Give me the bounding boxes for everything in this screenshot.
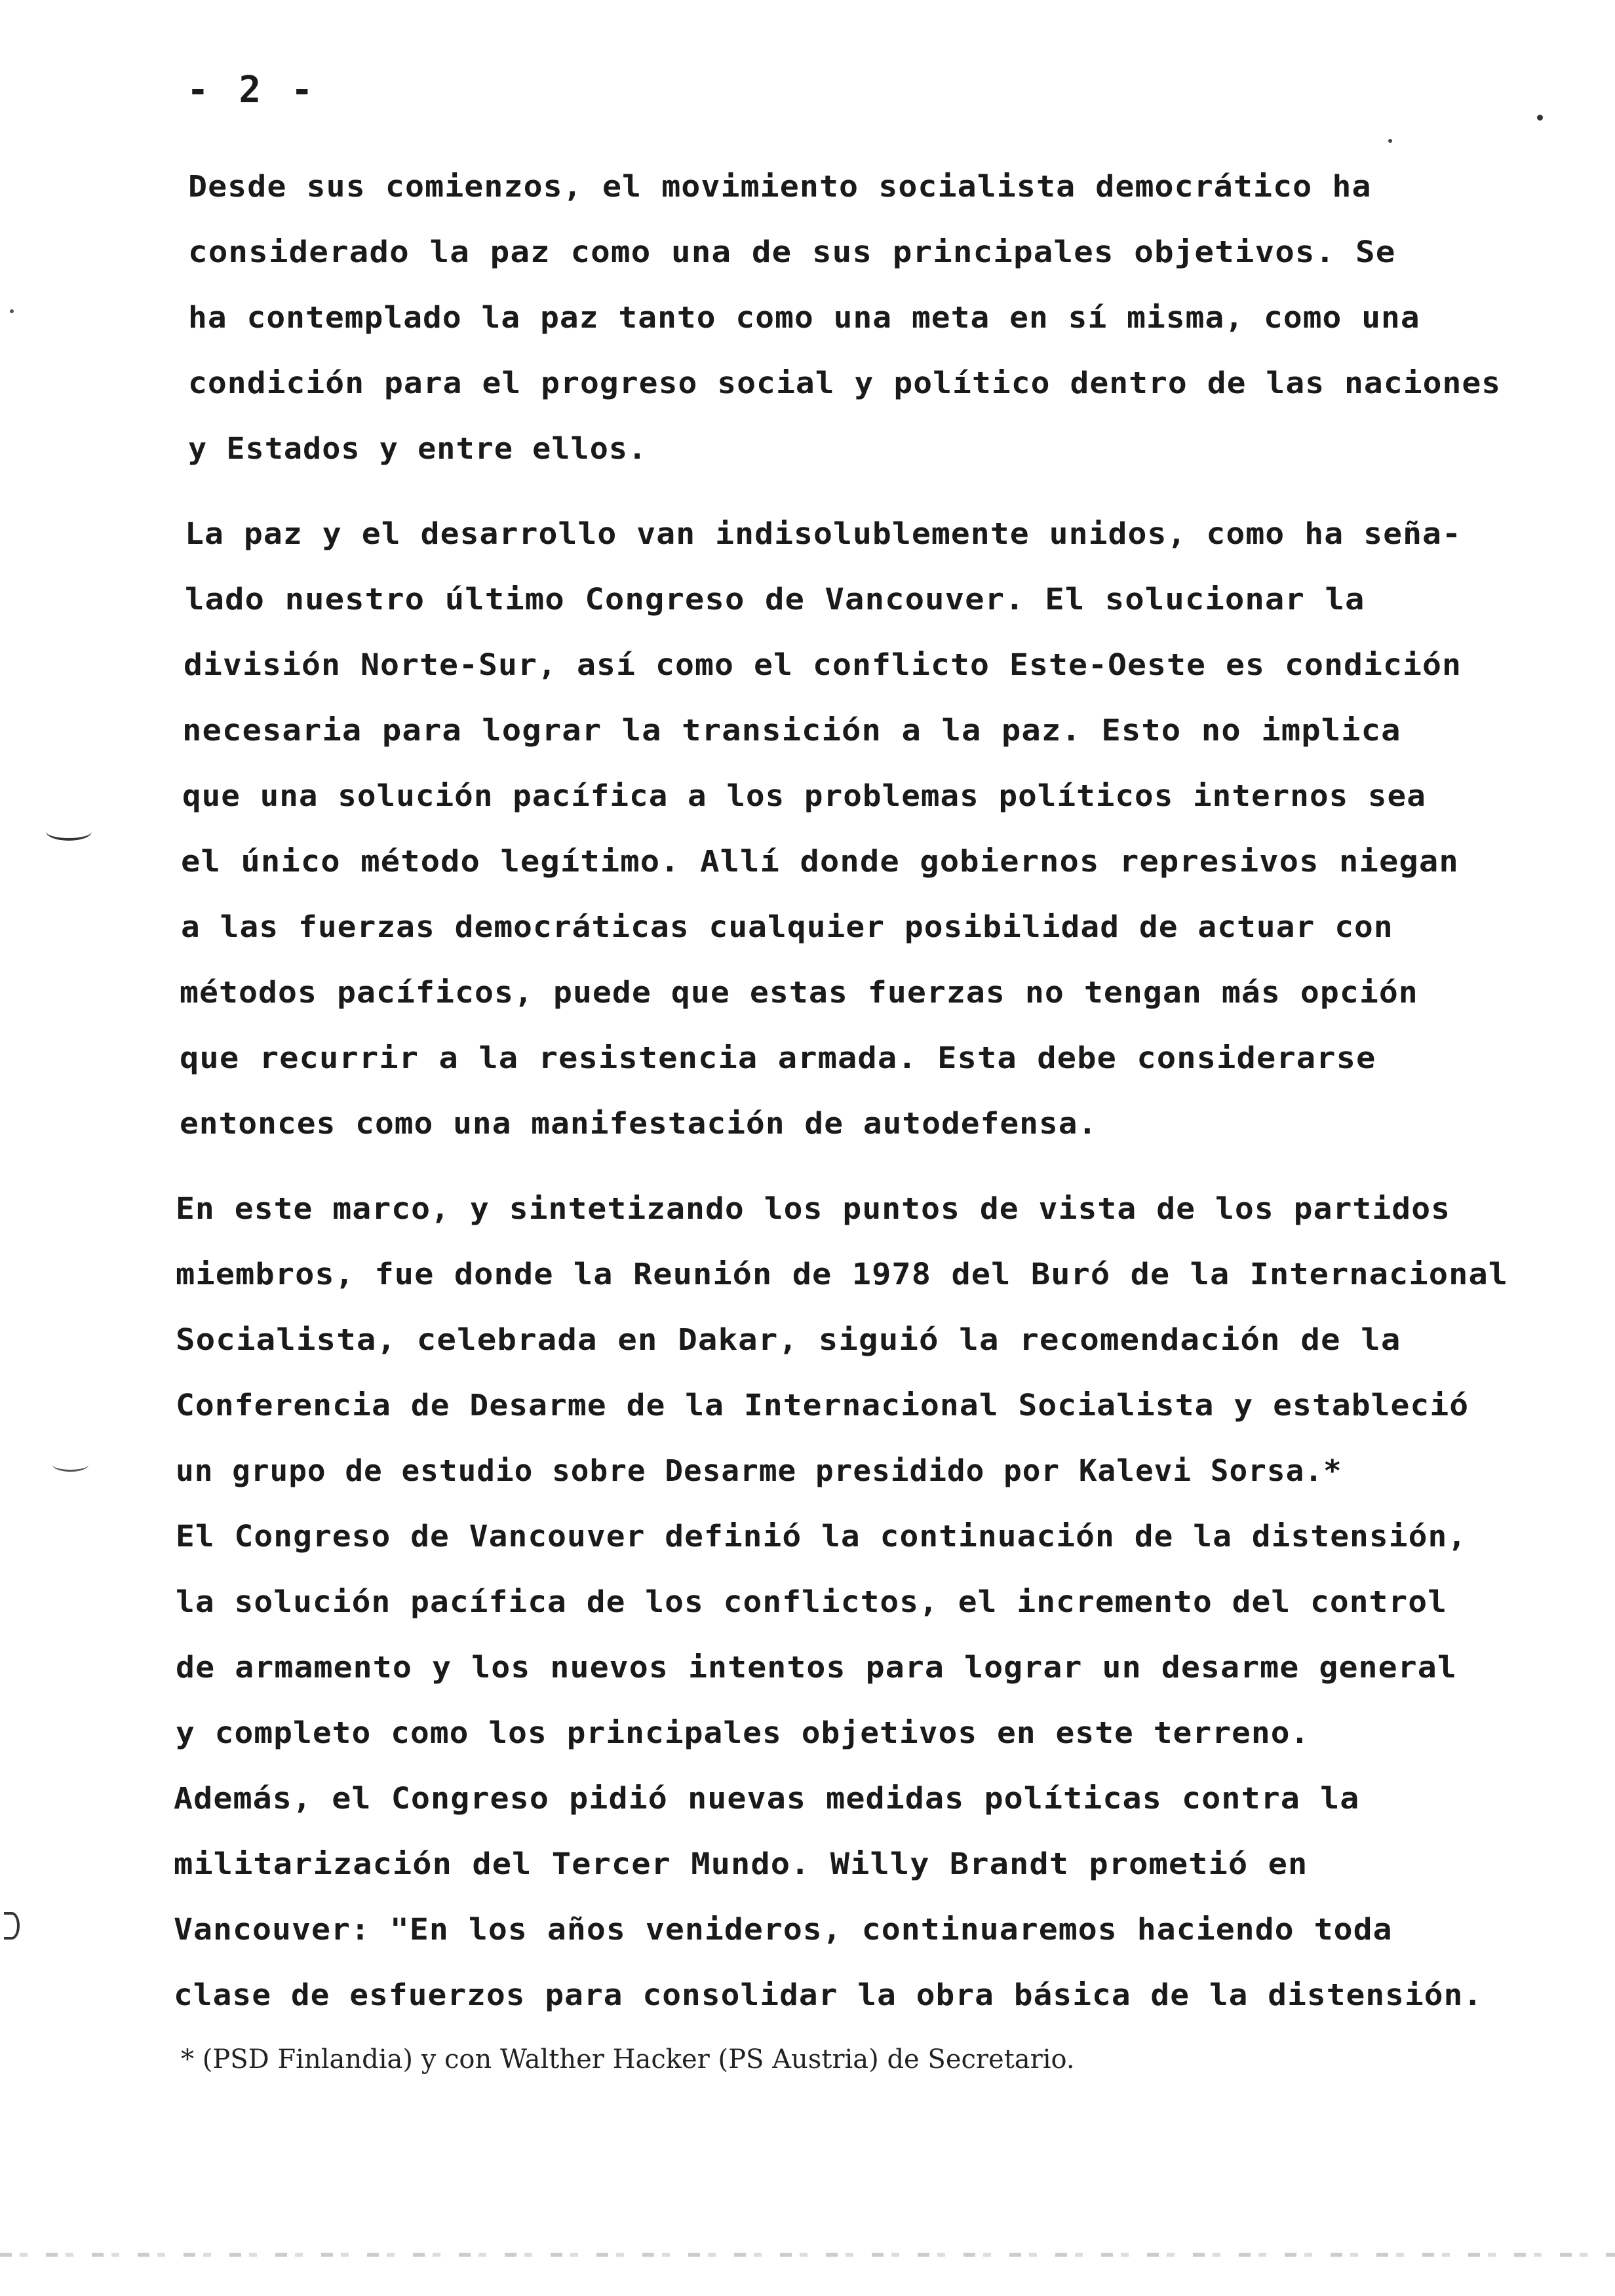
text-line: que una solución pacífica a los problemas políticos internos sea (182, 778, 1426, 813)
text-line: En este marco, y sintetizando los puntos de vista de los partidos (176, 1191, 1451, 1226)
text-line: El Congreso de Vancouver definió la continuación de la distensión, (176, 1519, 1468, 1554)
text-line: un grupo de estudio sobre Desarme presidido por Kalevi Sorsa.* (176, 1453, 1342, 1488)
text-line: a las fuerzas democráticas cualquier posibilidad de actuar con (181, 909, 1393, 944)
text-line: Además, el Congreso pidió nuevas medidas políticas contra la (174, 1781, 1360, 1816)
text-line: considerado la paz como una de sus principales objetivos. Se (188, 235, 1396, 269)
text-line: condición para el progreso social y político dentro de las naciones (188, 366, 1502, 400)
page-number: - 2 - (187, 69, 317, 111)
dust-dot (1388, 139, 1392, 143)
text-line: entonces como una manifestación de autodefensa. (180, 1106, 1098, 1141)
margin-mark (4, 1912, 20, 1940)
scan-edge (0, 2253, 1615, 2257)
text-line: métodos pacíficos, puede que estas fuerzas no tengan más opción (180, 975, 1418, 1010)
text-line: Desde sus comienzos, el movimiento socialista democrático ha (188, 169, 1372, 204)
text-line: miembros, fue donde la Reunión de 1978 del Buró de la Internacional (176, 1257, 1509, 1292)
text-line: y completo como los principales objetivos en este terreno. (176, 1715, 1310, 1750)
text-line: el único método legítimo. Allí donde gobiernos represivos niegan (181, 844, 1459, 879)
text-line: La paz y el desarrollo van indisolublemente unidos, como ha seña- (185, 516, 1462, 551)
text-line: Socialista, celebrada en Dakar, siguió la recomendación de la (176, 1322, 1401, 1357)
text-line: y Estados y entre ellos. (188, 431, 648, 466)
text-line: que recurrir a la resistencia armada. Esta debe considerarse (180, 1041, 1376, 1075)
dust-dot (10, 309, 14, 313)
text-line: Conferencia de Desarme de la Internacional Socialista y estableció (176, 1388, 1469, 1423)
margin-mark (46, 822, 92, 841)
text-line: militarización del Tercer Mundo. Willy Brandt prometió en (174, 1846, 1308, 1881)
footnote: * (PSD Finlandia) y con Walther Hacker (PS Austria) de Secretario. (181, 2044, 1075, 2075)
margin-mark (52, 1458, 88, 1472)
text-line: necesaria para lograr la transición a la paz. Esto no implica (182, 713, 1401, 748)
text-line: lado nuestro último Congreso de Vancouver. El solucionar la (185, 582, 1365, 617)
text-line: Vancouver: "En los años venideros, continuaremos haciendo toda (174, 1912, 1393, 1947)
text-line: clase de esfuerzos para consolidar la obra básica de la distensión. (174, 1978, 1483, 2012)
text-line: de armamento y los nuevos intentos para lograr un desarme general (176, 1650, 1457, 1685)
text-line: ha contemplado la paz tanto como una meta en sí misma, como una (188, 300, 1420, 335)
text-line: la solución pacífica de los conflictos, el incremento del control (176, 1584, 1447, 1619)
dust-dot (1537, 115, 1543, 121)
text-line: división Norte-Sur, así como el conflicto Este-Oeste es condición (184, 647, 1462, 682)
